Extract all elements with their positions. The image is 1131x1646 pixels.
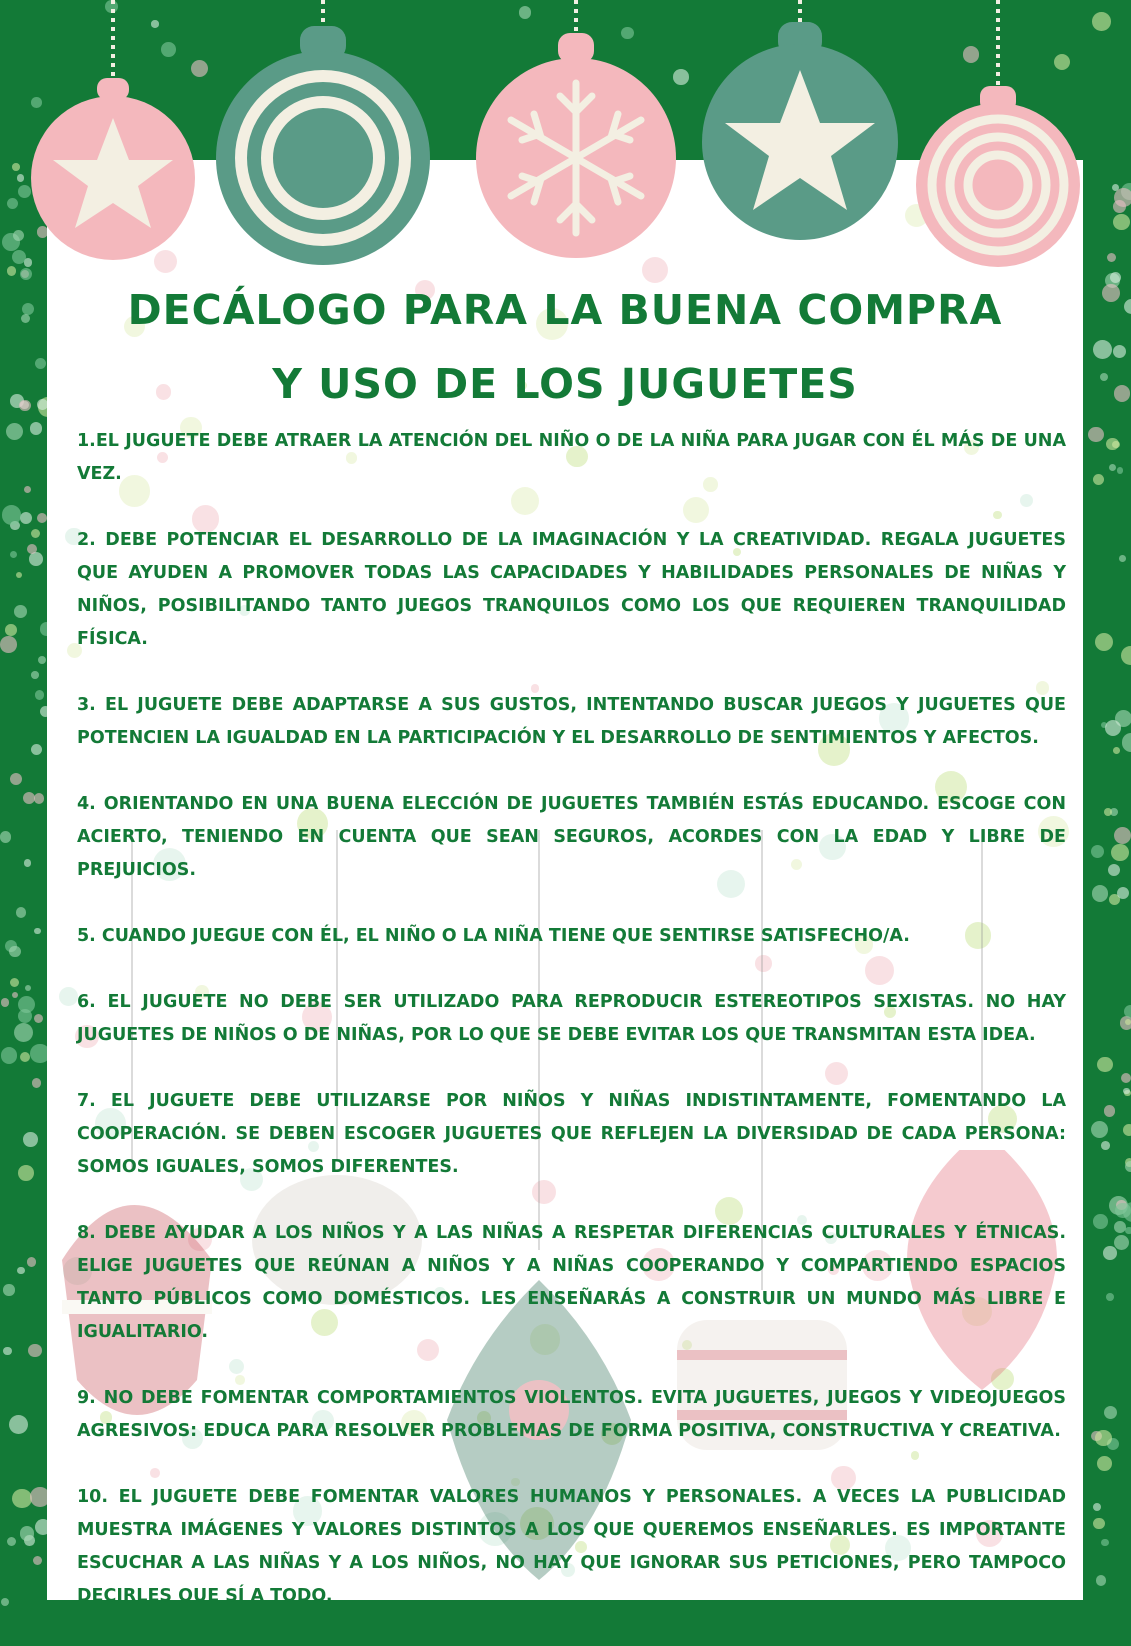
confetti-dot: [5, 624, 17, 636]
confetti-dot: [16, 572, 22, 578]
confetti-dot: [24, 1535, 34, 1545]
confetti-dot: [33, 1556, 42, 1565]
decalogue-item-1: 1.EL JUGUETE DEBE ATRAER LA ATENCIÓN DEL NIÑO O DE LA NIÑA PARA JUGAR CON ÉL MÁS DE UNA VEZ.: [77, 431, 1066, 484]
decalogue-item-5: 5. CUANDO JUEGUE CON ÉL, EL NIÑO O LA NIÑA TIENE QUE SENTIRSE SATISFECHO/A.: [77, 926, 910, 946]
star-ornament-1: [31, 78, 195, 260]
confetti-dot: [1124, 1090, 1131, 1097]
confetti-dot: [1123, 1088, 1130, 1095]
confetti-dot: [1101, 722, 1107, 728]
confetti-dot: [16, 907, 27, 918]
confetti-dot: [1093, 474, 1104, 485]
title-line-2: Y USO DE LOS JUGUETES: [272, 360, 858, 408]
confetti-dot: [1123, 1202, 1131, 1222]
confetti-dot: [1114, 1235, 1129, 1250]
confetti-dot: [1104, 1406, 1117, 1419]
confetti-dot: [1125, 1227, 1131, 1235]
confetti-dot: [12, 1489, 32, 1509]
confetti-dot: [19, 400, 31, 412]
confetti-dot: [1113, 747, 1120, 754]
confetti-dot: [23, 1132, 38, 1147]
confetti-dot: [1121, 646, 1131, 665]
confetti-dot: [1125, 1019, 1131, 1025]
confetti-dot: [22, 303, 34, 315]
confetti-dot: [31, 529, 40, 538]
confetti-dot: [10, 521, 19, 530]
star-ornament-2: [702, 22, 898, 240]
confetti-dot: [12, 992, 18, 998]
confetti-dot: [1114, 1221, 1126, 1233]
confetti-dot: [1108, 864, 1120, 876]
confetti-dot: [35, 358, 46, 369]
confetti-dot: [21, 314, 30, 323]
confetti-dot: [3, 1347, 11, 1355]
confetti-dot: [20, 1052, 30, 1062]
title-line-1: DECÁLOGO PARA LA BUENA COMPRA: [127, 286, 1003, 334]
confetti-dot: [1111, 844, 1129, 862]
concentric-ring-ornament-1: [216, 26, 430, 265]
confetti-dot: [1124, 1005, 1131, 1018]
confetti-dot: [1097, 1456, 1112, 1471]
confetti-dot: [1105, 720, 1122, 737]
confetti-dot: [1112, 441, 1119, 448]
confetti-dot: [1100, 373, 1109, 382]
confetti-dot: [0, 636, 17, 653]
confetti-dot: [14, 605, 27, 618]
confetti-dot: [1104, 1105, 1115, 1116]
confetti-dot: [1093, 340, 1112, 359]
confetti-dot: [1, 1047, 17, 1063]
confetti-dot: [1093, 1503, 1101, 1511]
decalogue-item-3: 3. EL JUGUETE DEBE ADAPTARSE A SUS GUSTOS, INTENTANDO BUSCAR JUEGOS Y JUGUETES QUE POTENCIEN LA IGUALDAD EN LA PARTICIPACIÓN Y EL DESARROLLO DE SENTIMIENTOS Y AFECTOS.: [77, 695, 1066, 748]
confetti-dot: [1102, 284, 1120, 302]
confetti-dot: [30, 422, 42, 434]
confetti-dot: [1123, 1124, 1131, 1136]
confetti-dot: [1117, 467, 1123, 473]
confetti-dot: [1120, 1016, 1131, 1030]
confetti-dot: [31, 744, 42, 755]
confetti-dot: [1092, 885, 1108, 901]
confetti-dot: [10, 551, 17, 558]
confetti-dot: [1093, 1214, 1107, 1228]
confetti-dot: [17, 1267, 25, 1275]
concentric-ring-ornament-2: [916, 86, 1080, 267]
confetti-dot: [5, 940, 17, 952]
confetti-dot: [9, 1415, 28, 1434]
confetti-dot: [9, 946, 21, 958]
decalogue-item-6: 6. EL JUGUETE NO DEBE SER UTILIZADO PARA REPRODUCIR ESTEREOTIPOS SEXISTAS. NO HAY JUGUETES DE NIÑOS O DE NIÑAS, POR LO QUE SE DEBE EVITAR LOS QUE TRANSMITAN ESTA IDEA.: [77, 992, 1066, 1045]
confetti-dot: [29, 552, 43, 566]
decalogue-item-4: 4. ORIENTANDO EN UNA BUENA ELECCIÓN DE JUGUETES TAMBIÉN ESTÁS EDUCANDO. ESCOGE CON ACIERTO, TENIENDO EN CUENTA QUE SEAN SEGUROS, ACORDES CON LA EDAD Y LIBRE DE PREJUICIOS.: [77, 794, 1066, 880]
confetti-dot: [1097, 1057, 1113, 1073]
decalogue-list: [77, 425, 1066, 1646]
confetti-dot: [1101, 1539, 1109, 1547]
confetti-dot: [1125, 1158, 1131, 1167]
confetti-dot: [1096, 1575, 1106, 1585]
confetti-dot: [10, 394, 24, 408]
confetti-dot: [1, 1598, 10, 1607]
confetti-dot: [1103, 1246, 1117, 1260]
hanging-ornaments: [0, 0, 1131, 280]
confetti-dot: [1121, 1073, 1131, 1083]
confetti-dot: [18, 996, 36, 1014]
confetti-dot: [1106, 438, 1119, 451]
decalogue-item-7: 7. EL JUGUETE DEBE UTILIZARSE POR NIÑOS Y NIÑAS INDISTINTAMENTE, FOMENTANDO LA COOPERACIÓN. SE DEBEN ESCOGER JUGUETES QUE REFLEJEN LA DIVERSIDAD DE CADA PERSONA: SOMOS IGUALES, SOMOS DIFERENTES.: [77, 1091, 1066, 1177]
confetti-dot: [1, 998, 9, 1006]
confetti-dot: [1107, 1438, 1119, 1450]
decalogue-item-8: 8. DEBE AYUDAR A LOS NIÑOS Y A LAS NIÑAS A RESPETAR DIFERENCIAS CULTURALES Y ÉTNICAS. ELIGE JUGUETES QUE REÚNAN A NIÑOS Y A NIÑAS COOPERANDO Y COMPARTIENDO ESPACIOS TANTO PÚBLICOS COMO DOMÉSTICOS. LES ENSEÑARÁS A CONSTRUIR UN MUNDO MÁS LIBRE E IGUALITARIO.: [77, 1223, 1066, 1342]
confetti-dot: [1104, 808, 1112, 816]
confetti-dot: [20, 401, 28, 409]
confetti-dot: [0, 831, 11, 842]
confetti-dot: [2, 505, 21, 524]
confetti-dot: [1114, 827, 1131, 844]
confetti-dot: [1124, 299, 1131, 314]
confetti-dot: [1093, 1518, 1104, 1529]
confetti-dot: [18, 1009, 32, 1023]
confetti-dot: [27, 544, 37, 554]
confetti-dot: [1114, 385, 1131, 402]
confetti-dot: [1109, 464, 1116, 471]
confetti-dot: [1101, 1141, 1110, 1150]
confetti-dot: [1125, 1161, 1131, 1173]
confetti-dot: [1106, 1293, 1114, 1301]
confetti-dot: [25, 985, 31, 991]
confetti-dot: [7, 1537, 16, 1546]
confetti-dot: [1109, 894, 1120, 905]
confetti-dot: [1088, 427, 1104, 443]
confetti-dot: [34, 793, 45, 804]
confetti-dot: [1109, 1196, 1128, 1215]
confetti-dot: [28, 1344, 42, 1358]
confetti-dot: [1115, 710, 1131, 727]
decalogue-item-10: 10. EL JUGUETE DEBE FOMENTAR VALORES HUMANOS Y PERSONALES. A VECES LA PUBLICIDAD MUESTRA IMÁGENES Y VALORES DISTINTOS A LOS QUE QUEREMOS ENSEÑARLES. ES IMPORTANTE ESCUCHAR A LAS NIÑAS Y A LOS NIÑOS, NO HAY QUE IGNORAR SUS PETICIONES, PERO TAMPOCO DECIRLES QUE SÍ A TODO.: [77, 1487, 1066, 1606]
confetti-dot: [34, 1014, 43, 1023]
confetti-dot: [24, 859, 31, 866]
confetti-dot: [32, 1078, 41, 1087]
confetti-dot: [14, 1023, 33, 1042]
confetti-dot: [10, 978, 19, 987]
confetti-dot: [10, 773, 22, 785]
confetti-dot: [3, 1284, 14, 1295]
decalogue-item-2: 2. DEBE POTENCIAR EL DESARROLLO DE LA IMAGINACIÓN Y LA CREATIVIDAD. REGALA JUGUETES QUE AYUDEN A PROMOVER TODAS LAS CAPACIDADES Y HABILIDADES PERSONALES DE NIÑAS Y NIÑOS, POSIBILITANDO TANTO JUEGOS TRANQUILOS COMO LOS QUE REQUIEREN TRANQUILIDAD FÍSICA.: [77, 530, 1066, 649]
confetti-dot: [1091, 1431, 1102, 1442]
confetti-dot: [1117, 887, 1129, 899]
confetti-dot: [1113, 345, 1126, 358]
confetti-dot: [1119, 555, 1126, 562]
confetti-dot: [1095, 1430, 1112, 1447]
confetti-dot: [1122, 733, 1131, 752]
confetti-dot: [23, 792, 36, 805]
snowflake-ornament: [476, 33, 676, 258]
confetti-dot: [31, 671, 38, 678]
confetti-dot: [1116, 1200, 1126, 1210]
confetti-dot: [1091, 845, 1104, 858]
confetti-dot: [27, 1257, 37, 1267]
confetti-dot: [6, 423, 23, 440]
confetti-dot: [35, 690, 45, 700]
confetti-dot: [37, 513, 47, 523]
confetti-dot: [18, 1165, 34, 1181]
confetti-dot: [34, 928, 40, 934]
confetti-dot: [20, 512, 32, 524]
confetti-dot: [38, 656, 46, 664]
confetti-dot: [1110, 808, 1118, 816]
confetti-dot: [1091, 1121, 1108, 1138]
confetti-dot: [1115, 1203, 1130, 1218]
confetti-dot: [20, 1526, 34, 1540]
confetti-dot: [24, 486, 31, 493]
decalogue-item-9: 9. NO DEBE FOMENTAR COMPORTAMIENTOS VIOLENTOS. EVITA JUGUETES, JUEGOS Y VIDEOJUEGOS AGRESIVOS: EDUCA PARA RESOLVER PROBLEMAS DE FORMA POSITIVA, CONSTRUCTIVA Y CREATIVA.: [77, 1388, 1066, 1441]
confetti-dot: [1095, 633, 1114, 652]
